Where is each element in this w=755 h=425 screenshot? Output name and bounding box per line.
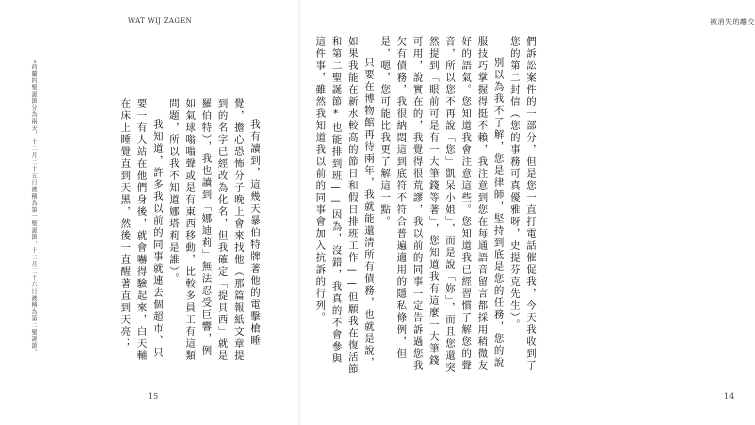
paragraph: 只要在博物館再待兩年，我就能還清所有債務，也就是說，如果我能在新水較高的節日和假日排班工作——但願我在復活節和第二聖誕節*也能排到班——因為，沒錯，我真的不會參與這件事，雖然我知道我以前的同事會加入抗訴的行列。 xyxy=(313,36,374,376)
left-page-body xyxy=(66,98,262,368)
paragraph: 我有讀到，這幾天暴伯特牌著他的電擊槍睡覺，擔心恐怖分子晚上會來找他（那篇報紙文章提到的名字已經改為化名，但我確定「提貝西」就是羅伯特），我也讀到「娜迪莉」無法忍受巨響，例如氣球嗡嗡聲或是有東西移動，比較多員工有這類問題，所以我不知道娜塔莉是誰）。 xyxy=(166,98,260,362)
footnote: *荷蘭的聖誕節分為兩天，十二月二十五日被稱為第一聖誕節，十二月二十六日被稱為第二聖誕節。 xyxy=(30,60,37,357)
left-page-header: WAT WIJ ZAGEN xyxy=(128,17,193,25)
right-page-header: 被消失的離交 xyxy=(710,18,755,26)
paragraph: 別以為我不了解，您是律師，堅持到底是您的任務，您的說服技巧掌握得挺不賴，我注意到您在每通語音留言都採用稍微友好的語氣。您知道我會注意這些。您知道我已經習慣了解您的聲音，所以您不再說「您」凱呆小姐」，而是說「妳」，而且您還突然提到「眼前可是有一大筆錢等著」，您知道我有這麼一大筆錢可用，說實在的，我覺得很荒謬，我以前的同事一定告訴過您我欠有債務，我很納悶這到底符不符合普遍適用的隱私條例，但是，嗯，您可能比我更了解這一點。 xyxy=(378,36,504,374)
right-page-body xyxy=(286,36,538,376)
paragraph: 我知道，許多我以前的同事就連去個超市、只要一有人站在他們身後，就會嚇得驗起來，白天輔在床上睡覺直到天黑，然後一直醒著直到天亮； xyxy=(118,98,163,362)
left-page-number: 15 xyxy=(148,392,159,401)
right-page-number: 14 xyxy=(724,392,735,401)
paragraph: 們訴訟案件的一部分，但是您一直打電話催促我，今天我收到了您的第二封信（您的事務可真優雅呀，史提芬克先生）。 xyxy=(507,36,536,372)
